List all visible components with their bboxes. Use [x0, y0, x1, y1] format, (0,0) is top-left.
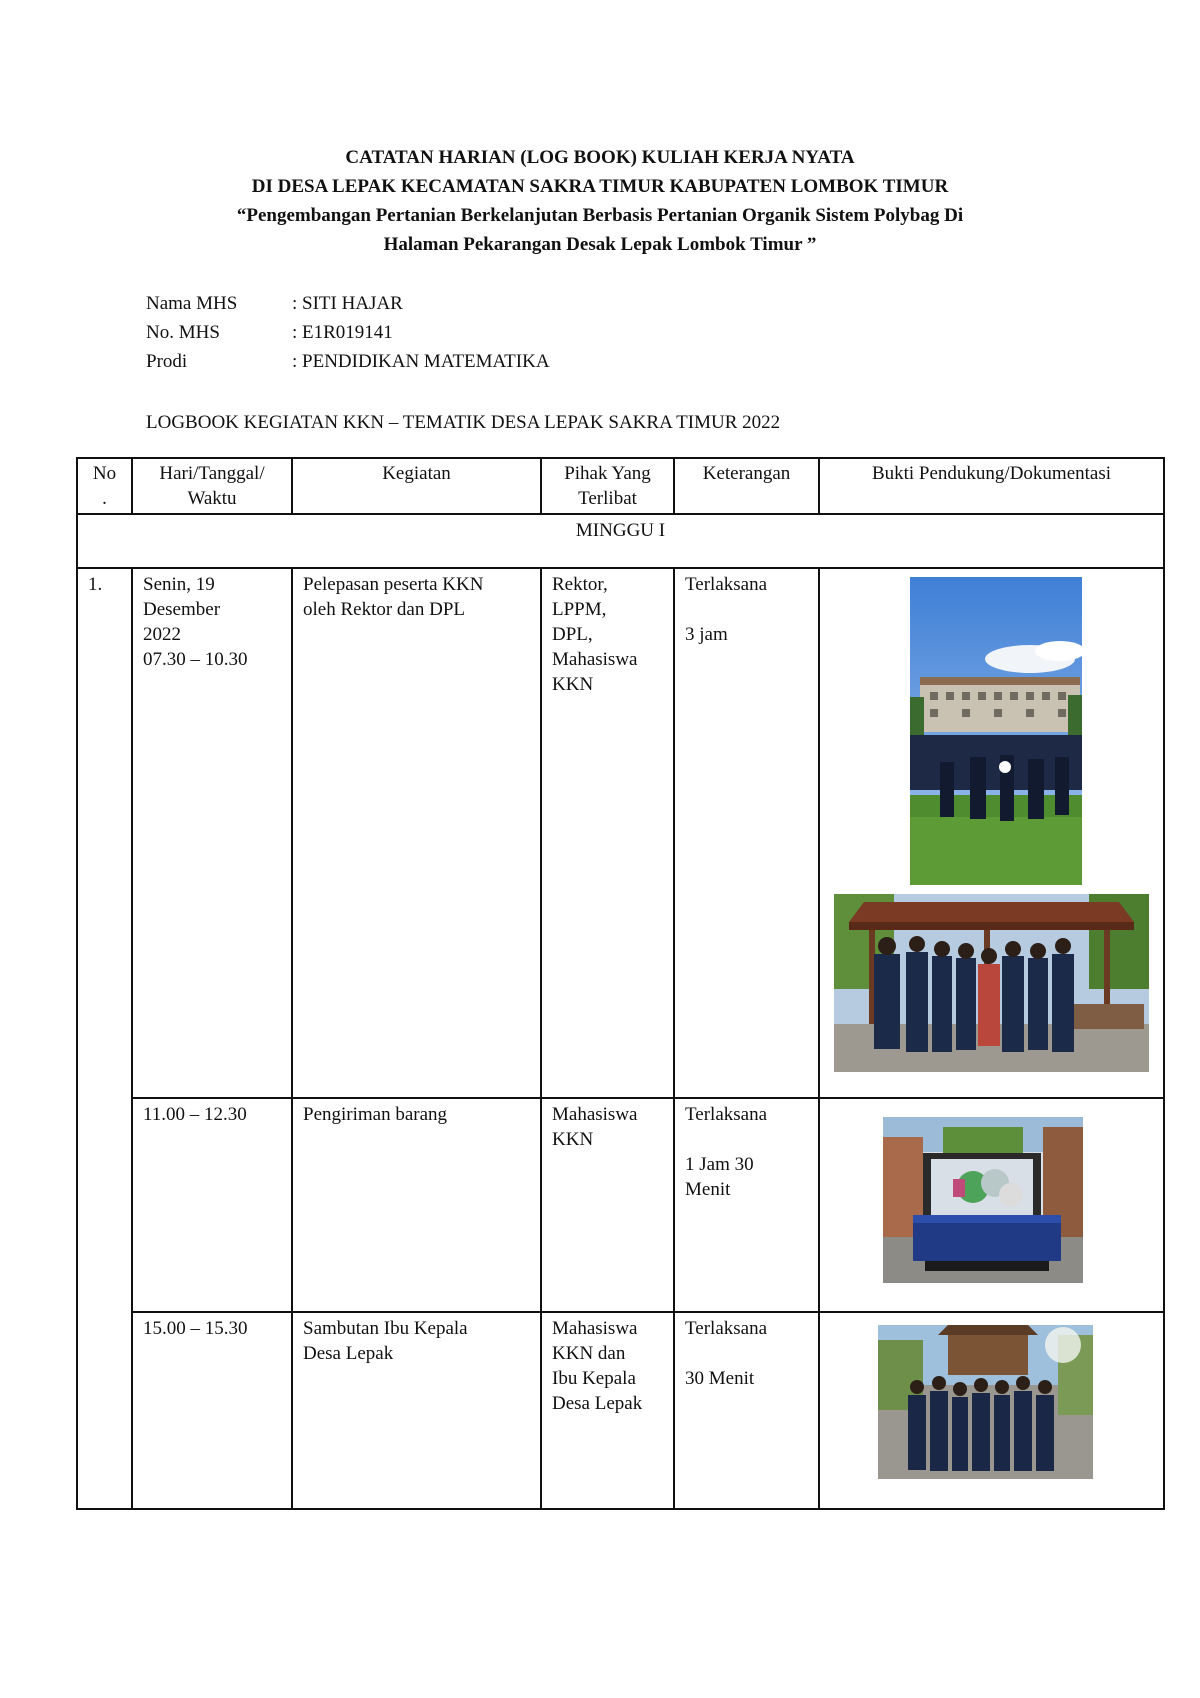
- document-title-line-4: Halaman Pekarangan Desak Lepak Lombok Timur ”: [383, 234, 817, 255]
- photo-release-ceremony: [910, 577, 1082, 885]
- table-header-row: [77, 458, 1164, 514]
- table-row: [77, 1098, 1164, 1312]
- student-id-value: : E1R019141: [292, 322, 393, 343]
- student-id-row: [146, 322, 393, 344]
- student-prodi-row: [146, 351, 550, 373]
- student-name-label: Nama MHS: [146, 293, 238, 314]
- row-date: Senin, 19 Desember 2022 07.30 – 10.30: [132, 568, 292, 1098]
- logbook-table: [76, 457, 1165, 1510]
- student-name-row: [146, 293, 403, 315]
- header-parties: Pihak Yang Terlibat: [541, 458, 674, 514]
- student-prodi-value: : PENDIDIKAN MATEMATIKA: [292, 351, 550, 372]
- row-remarks: Terlaksana 30 Menit: [674, 1312, 819, 1509]
- row-remarks: Terlaksana 1 Jam 30 Menit: [674, 1098, 819, 1312]
- header-activity: Kegiatan: [292, 458, 541, 514]
- table-row: [77, 1312, 1164, 1509]
- week-label: MINGGU I: [77, 514, 1164, 568]
- row-activity: Sambutan Ibu Kepala Desa Lepak: [292, 1312, 541, 1509]
- row-activity: Pelepasan peserta KKN oleh Rektor dan DPL: [292, 568, 541, 1098]
- photo-group-gazebo: [834, 894, 1149, 1072]
- row-date: 11.00 – 12.30: [132, 1098, 292, 1312]
- row-evidence: [819, 568, 1164, 1098]
- document-title-line-1: CATATAN HARIAN (LOG BOOK) KULIAH KERJA NYATA: [345, 147, 855, 168]
- row-parties: Rektor, LPPM, DPL, Mahasiswa KKN: [541, 568, 674, 1098]
- row-no: 1.: [77, 568, 132, 1509]
- header-evidence: Bukti Pendukung/Dokumentasi: [819, 458, 1164, 514]
- week-row: [77, 514, 1164, 568]
- row-parties: Mahasiswa KKN dan Ibu Kepala Desa Lepak: [541, 1312, 674, 1509]
- row-activity: Pengiriman barang: [292, 1098, 541, 1312]
- row-evidence: [819, 1098, 1164, 1312]
- document-title-line-3: “Pengembangan Pertanian Berkelanjutan Berbasis Pertanian Organik Sistem Polybag Di: [236, 205, 964, 226]
- student-prodi-label: Prodi: [146, 351, 188, 372]
- header-no: No .: [77, 458, 132, 514]
- header-date: Hari/Tanggal/ Waktu: [132, 458, 292, 514]
- header-remarks: Keterangan: [674, 458, 819, 514]
- student-id-label: No. MHS: [146, 322, 220, 343]
- row-date: 15.00 – 15.30: [132, 1312, 292, 1509]
- student-name-value: : SITI HAJAR: [292, 293, 403, 314]
- logbook-title: LOGBOOK KEGIATAN KKN – TEMATIK DESA LEPAK SAKRA TIMUR 2022: [146, 412, 781, 433]
- row-remarks: Terlaksana 3 jam: [674, 568, 819, 1098]
- row-evidence: [819, 1312, 1164, 1509]
- document-title-line-2: DI DESA LEPAK KECAMATAN SAKRA TIMUR KABUPATEN LOMBOK TIMUR: [251, 176, 949, 197]
- table-row: [77, 568, 1164, 1098]
- photo-goods-delivery: [883, 1117, 1083, 1283]
- photo-village-head-welcome: [878, 1325, 1093, 1479]
- row-parties: Mahasiswa KKN: [541, 1098, 674, 1312]
